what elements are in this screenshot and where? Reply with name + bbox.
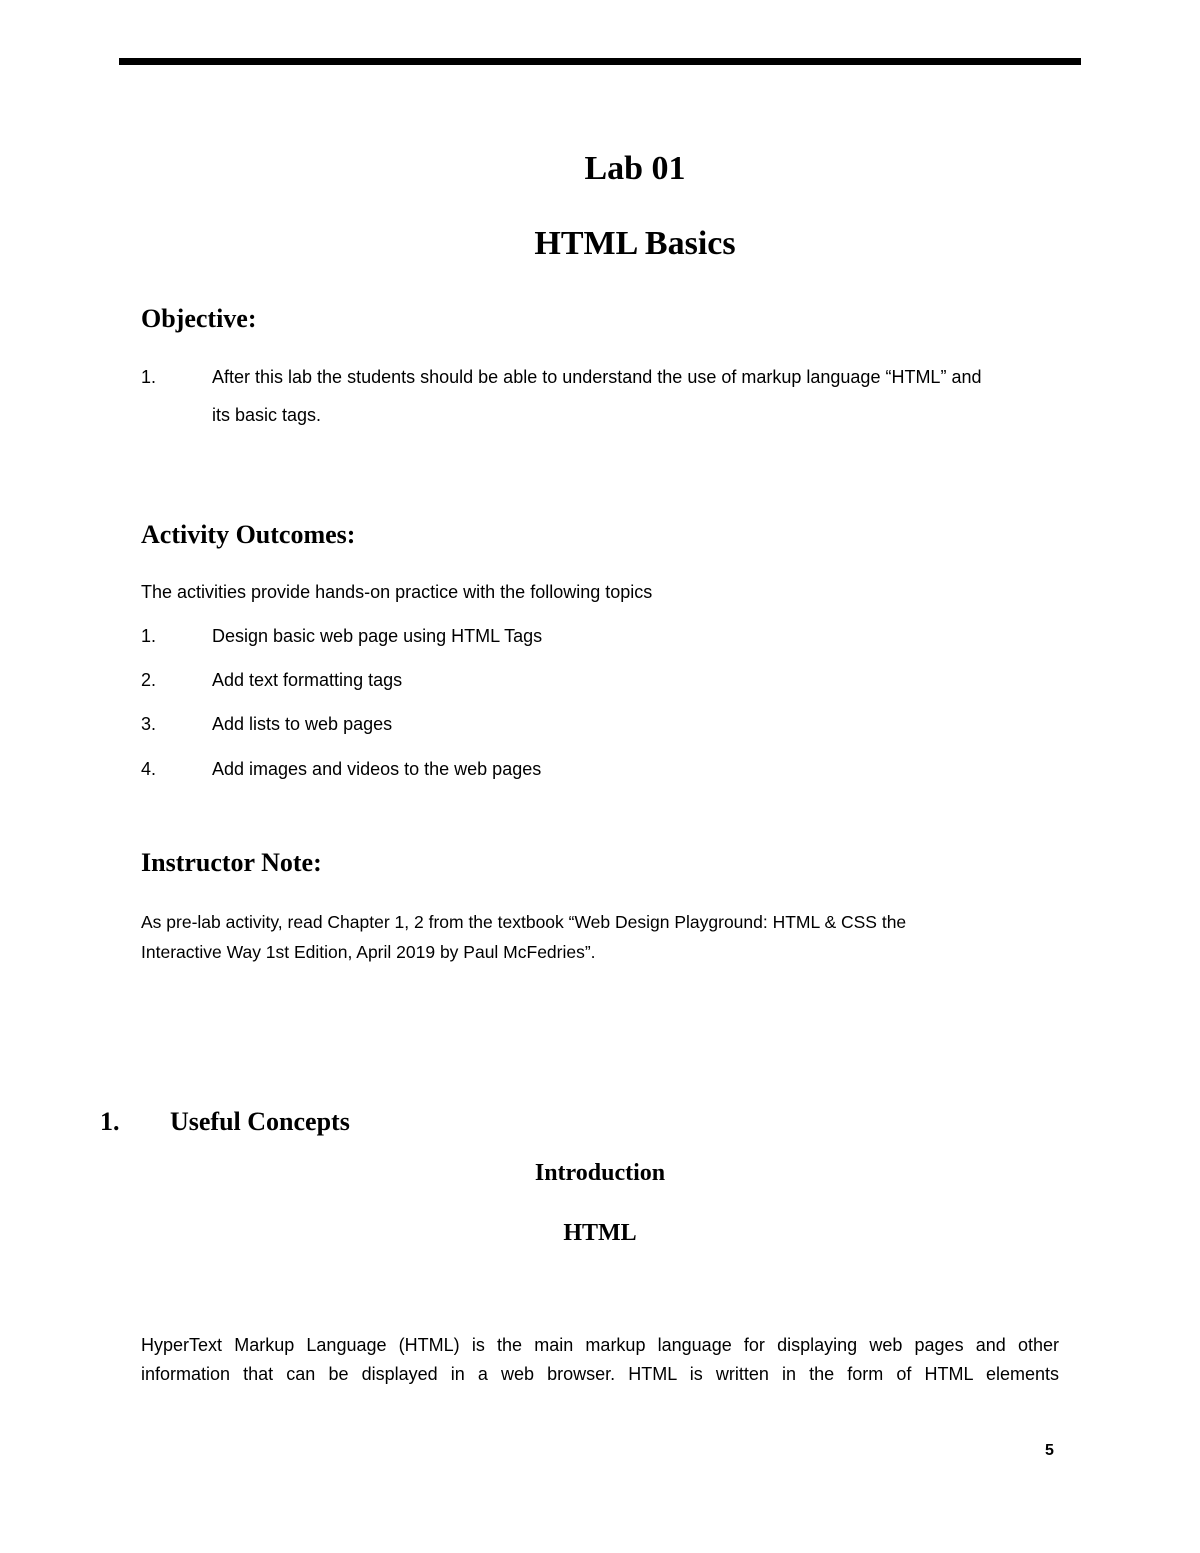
lab-number: Lab 01 [584,150,686,187]
activity-outcomes-intro: The activities provide hands-on practice with the following topics [141,582,653,602]
objective-item-line2: its basic tags. [212,405,322,425]
section-heading: Useful Concepts [170,1107,350,1136]
objective-item-line1: After this lab the students should be able to understand the use of markup language “HTML” and [212,367,982,387]
list-item-number: 4. [141,759,157,779]
list-item-number: 2. [141,670,157,690]
activity-outcomes-heading: Activity Outcomes: [141,520,356,549]
list-item-number: 3. [141,714,157,734]
subheading-html: HTML [563,1220,637,1246]
list-item-text: Add images and videos to the web pages [212,759,542,779]
instructor-note-line2: Interactive Way 1st Edition, April 2019 by Paul McFedries”. [141,942,596,962]
instructor-note-line1: As pre-lab activity, read Chapter 1, 2 from the textbook “Web Design Playground: HTML & CSS the [141,912,907,932]
header-rule [119,58,1081,65]
subheading-introduction: Introduction [534,1160,666,1186]
page-number: 5 [1045,1442,1054,1459]
list-item-text: Add lists to web pages [212,714,393,734]
intro-paragraph-line1: HyperText Markup Language (HTML) is the main markup language for displaying web pages and other [141,1335,1059,1355]
instructor-note-heading: Instructor Note: [141,848,322,877]
list-item-text: Add text formatting tags [212,670,403,690]
objective-heading: Objective: [141,304,257,333]
objective-item-number: 1. [141,367,157,387]
list-item-number: 1. [141,626,157,646]
intro-paragraph-line2: information that can be displayed in a web browser. HTML is written in the form of HTML elements [141,1364,1059,1384]
lab-title: HTML Basics [534,225,736,262]
list-item-text: Design basic web page using HTML Tags [212,626,543,646]
section-number: 1. [100,1107,120,1136]
